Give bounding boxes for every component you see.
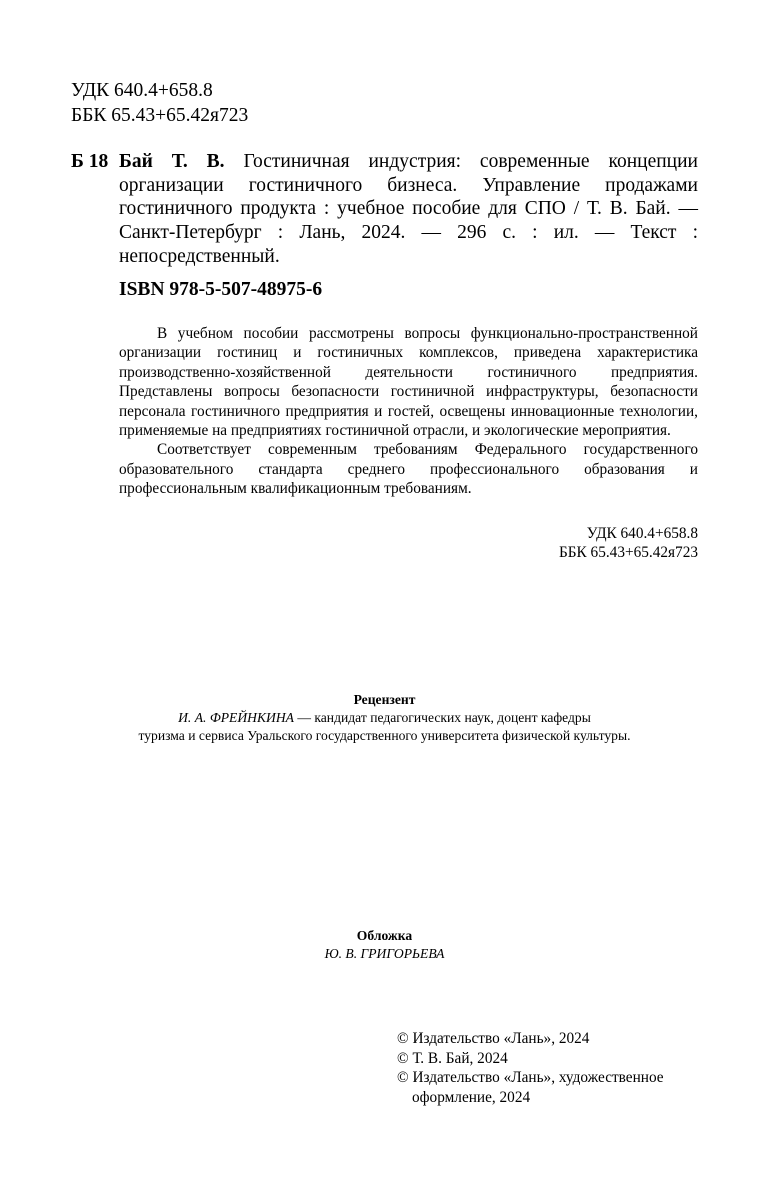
classification-codes-repeat: [559, 524, 698, 563]
copyright-block: [397, 1029, 664, 1107]
cover-designer: Ю. В. ГРИГОРЬЕВА: [324, 946, 445, 961]
bibliographic-citation: [119, 150, 698, 269]
udk-code: УДК 640.4+658.8: [71, 80, 213, 101]
copyright-line: © Т. В. Бай, 2024: [397, 1049, 508, 1067]
bbk-code-repeat: ББК 65.43+65.42я723: [558, 544, 698, 562]
reviewer-description: — кандидат педагогических наук, доцент кафедры: [293, 710, 591, 725]
annotation-paragraph: Соответствует современным требованиям Федерального государственного образовательного стандарта среднего профессионального образования и профессиональным квалификационным требованиям.: [119, 441, 698, 498]
reviewer-heading: Рецензент: [353, 692, 416, 707]
classification-codes: [71, 78, 248, 128]
reviewer-description-continued: туризма и сервиса Уральского государственного университета физической культуры.: [138, 728, 631, 743]
isbn: ISBN 978-5-507-48975-6: [119, 279, 323, 300]
udk-code-repeat: УДК 640.4+658.8: [586, 525, 698, 542]
reviewer-line: [80, 709, 689, 727]
cover-heading: Обложка: [356, 928, 413, 943]
copyright-line-continued: оформление, 2024: [412, 1088, 531, 1106]
annotation: [119, 324, 698, 499]
cover-block: [80, 927, 689, 963]
citation-author: Бай Т. В.: [119, 151, 225, 172]
copyright-line: © Издательство «Лань», художественное: [397, 1069, 664, 1086]
reviewer-block: [80, 691, 689, 745]
annotation-paragraph: В учебном пособии рассмотрены вопросы функционально-пространственной организации гостиниц и гостиничных комплексов, приведена характеристика производственно-хозяйственной деятельности гостиничного предприятия. Представлены вопросы безопасности гостиничной инфраструктуры, безопасности персонала гостиничного предприятия и гостей, освещены инновационные технологии, применяемые на предприятиях гостиничной отрасли, и экологические мероприятия.: [119, 325, 698, 440]
author-mark: Б 18: [71, 151, 109, 172]
citation-text: Гостиничная индустрия: современные концепции организации гостиничного бизнеса. Управление продажами гостиничного продукта : учебное пособие для СПО / Т. В. Бай. — Санкт-Петербург : Лань, 2024. — 296 с. : ил. — Текст : непосредственный.: [119, 151, 698, 267]
reviewer-name: И. А. ФРЕЙНКИНА: [178, 710, 294, 725]
copyright-line: © Издательство «Лань», 2024: [397, 1030, 590, 1047]
bbk-code: ББК 65.43+65.42я723: [71, 105, 249, 126]
